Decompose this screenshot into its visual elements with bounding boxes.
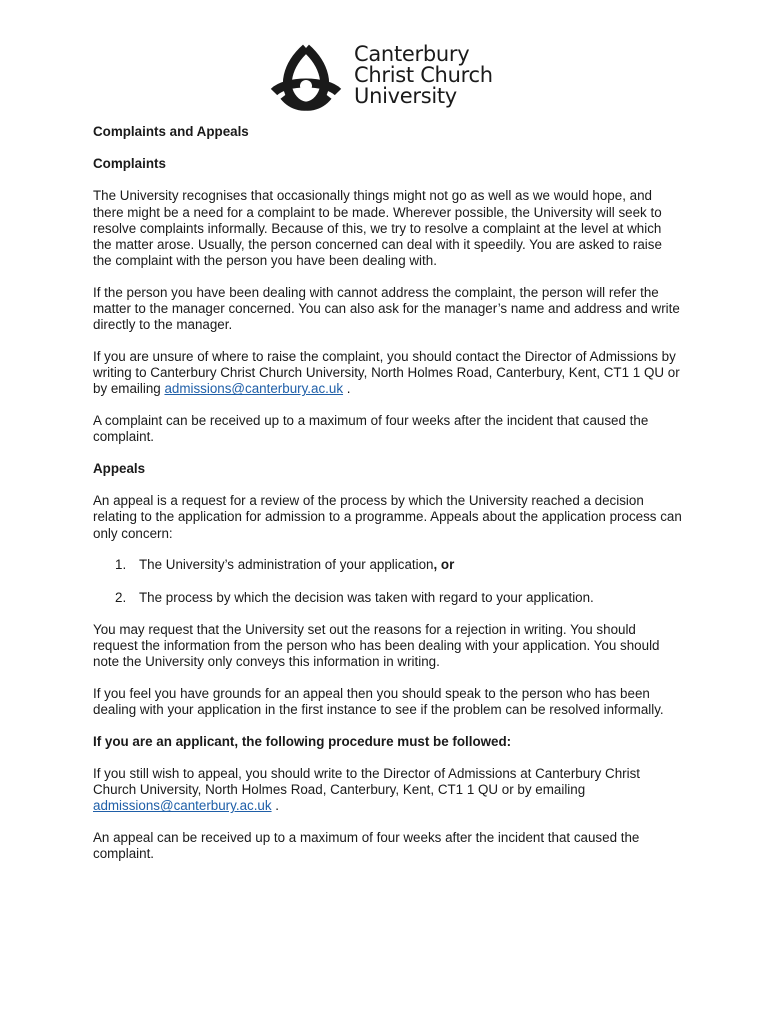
- list-item: [93, 590, 683, 606]
- complaints-paragraph-4: A complaint can be received up to a maximum of four weeks after the incident that caused the complaint.: [93, 413, 649, 445]
- appeals-paragraph-4: [93, 766, 683, 815]
- complaints-heading: Complaints: [93, 156, 166, 172]
- appeals-paragraph-2: You may request that the University set out the reasons for a rejection in writing. You should request the information from the person who has been dealing with your application. You should note the University only conveys this information in writing.: [93, 621, 660, 670]
- list-item-number: 1.: [115, 557, 127, 573]
- logo-line-3: University: [354, 84, 457, 108]
- complaints-paragraph-2: If the person you have been dealing with cannot address the complaint, the person will refer the matter to the manager concerned. You can also ask for the manager’s name and address and write directly to the manager.: [93, 284, 680, 333]
- appeals-paragraph-1: An appeal is a request for a review of the process by which the University reached a decision relating to the application for admission to a programme. Appeals about the application process can only concern:: [93, 493, 682, 541]
- complaints-paragraph-1: The University recognises that occasionally things might not go as well as we would hope, and there might be a need for a complaint to be made. Wherever possible, the University will seek to resolve complaints informally. Because of this, we try to resolve a complaint at the level at which the matter arose. Usually, the person concerned can deal with it speedily. You are asked to raise the complaint with the person you have been dealing with.: [93, 188, 662, 269]
- trinity-knot-logo-icon: [266, 42, 346, 114]
- appeals-paragraph-3: If you feel you have grounds for an appeal then you should speak to the person who has been dealing with your application in the first instance to see if the problem can be resolved informally.: [93, 685, 664, 718]
- appeals-paragraph-5: An appeal can be received up to a maximum of four weeks after the incident that caused the complaint.: [93, 830, 640, 862]
- list-item-text: The University’s administration of your application: [139, 557, 434, 573]
- list-item: [93, 557, 683, 573]
- procedure-heading: If you are an applicant, the following procedure must be followed:: [93, 733, 512, 749]
- document-title: Complaints and Appeals: [93, 124, 249, 139]
- admissions-email-link[interactable]: admissions@canterbury.ac.uk: [164, 381, 344, 397]
- appeal-grounds-list: [93, 557, 683, 605]
- logo-line-1: Canterbury: [354, 42, 470, 66]
- appeals-paragraph-4-text: If you still wish to appeal, you should write to the Director of Admissions at Canterbury Christ Church University, North Holmes Road, Canterbury, Kent, CT1 1 QU or by emailing: [93, 765, 641, 798]
- logo-wordmark: [354, 44, 493, 107]
- appeals-paragraph-4-end: .: [271, 798, 280, 814]
- appeals-heading: Appeals: [93, 461, 146, 477]
- university-logo: [266, 42, 506, 114]
- complaints-paragraph-3-text: If you are unsure of where to raise the complaint, you should contact the Director of Admissions by writing to Canterbury Christ Church University, North Holmes Road, Canterbury, Kent, CT1 1 QU or by emailing: [93, 349, 680, 397]
- complaints-paragraph-3: [93, 349, 683, 398]
- list-item-text: The process by which the decision was taken with regard to your application.: [139, 589, 594, 605]
- document-body: [93, 124, 683, 878]
- logo-line-2: Christ Church: [354, 63, 493, 87]
- admissions-email-link-2[interactable]: admissions@canterbury.ac.uk: [93, 798, 272, 814]
- list-item-number: 2.: [115, 589, 127, 605]
- complaints-paragraph-3-end: .: [343, 381, 351, 397]
- list-item-suffix: , or: [433, 557, 455, 573]
